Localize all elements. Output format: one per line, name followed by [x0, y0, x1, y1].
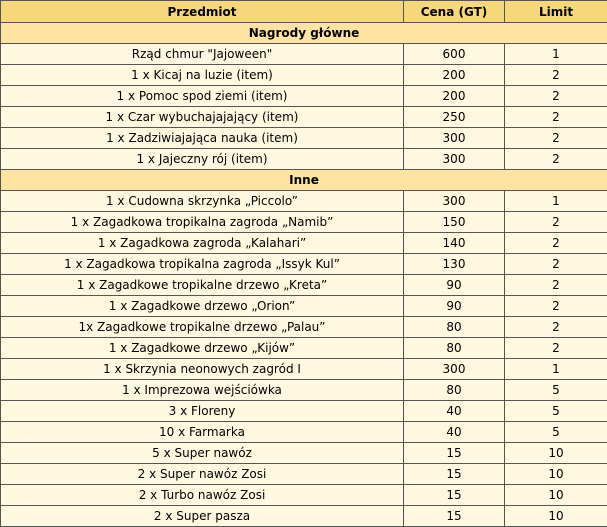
limit-cell: 2: [505, 149, 607, 170]
table-row: [1, 506, 607, 527]
table-row: [1, 317, 607, 338]
limit-cell: 10: [505, 506, 607, 527]
table-row: [1, 107, 607, 128]
price-cell: 140: [404, 233, 505, 254]
price-cell: 15: [404, 506, 505, 527]
item-cell: 1 x Imprezowa wejściówka: [1, 380, 404, 401]
table-body: [1, 23, 607, 527]
item-cell: 2 x Super pasza: [1, 506, 404, 527]
table-row: [1, 65, 607, 86]
header-limit: Limit: [505, 1, 607, 23]
item-cell: 1 x Zagadkowa tropikalna zagroda „Namib”: [1, 212, 404, 233]
limit-cell: 10: [505, 464, 607, 485]
item-cell: 1 x Zagadkowa tropikalna zagroda „Issyk Kul”: [1, 254, 404, 275]
limit-cell: 10: [505, 443, 607, 464]
item-cell: 1 x Zagadkowa zagroda „Kalahari”: [1, 233, 404, 254]
table-row: [1, 443, 607, 464]
table-row: [1, 359, 607, 380]
price-cell: 300: [404, 149, 505, 170]
limit-cell: 2: [505, 275, 607, 296]
item-cell: 1 x Skrzynia neonowych zagród I: [1, 359, 404, 380]
item-cell: 1 x Zadziwiajająca nauka (item): [1, 128, 404, 149]
price-cell: 130: [404, 254, 505, 275]
price-cell: 80: [404, 317, 505, 338]
price-cell: 80: [404, 380, 505, 401]
item-cell: 1 x Zagadkowe drzewo „Orion”: [1, 296, 404, 317]
table-row: [1, 44, 607, 65]
section-row: [1, 170, 607, 191]
price-cell: 15: [404, 485, 505, 506]
item-cell: Rząd chmur "Jajoween": [1, 44, 404, 65]
header-row: [1, 1, 607, 23]
price-cell: 90: [404, 296, 505, 317]
limit-cell: 2: [505, 338, 607, 359]
price-cell: 250: [404, 107, 505, 128]
item-cell: 1 x Pomoc spod ziemi (item): [1, 86, 404, 107]
item-cell: 5 x Super nawóz: [1, 443, 404, 464]
price-cell: 40: [404, 401, 505, 422]
table-row: [1, 212, 607, 233]
item-cell: 2 x Super nawóz Zosi: [1, 464, 404, 485]
limit-cell: 1: [505, 359, 607, 380]
limit-cell: 2: [505, 233, 607, 254]
table-row: [1, 296, 607, 317]
limit-cell: 5: [505, 380, 607, 401]
table-row: [1, 254, 607, 275]
table-row: [1, 86, 607, 107]
table-row: [1, 401, 607, 422]
table-row: [1, 191, 607, 212]
limit-cell: 2: [505, 128, 607, 149]
item-cell: 10 x Farmarka: [1, 422, 404, 443]
section-row: [1, 23, 607, 44]
limit-cell: 2: [505, 317, 607, 338]
price-cell: 200: [404, 86, 505, 107]
header-item: Przedmiot: [1, 1, 404, 23]
table-row: [1, 233, 607, 254]
table-row: [1, 485, 607, 506]
limit-cell: 2: [505, 296, 607, 317]
limit-cell: 10: [505, 485, 607, 506]
limit-cell: 1: [505, 191, 607, 212]
limit-cell: 5: [505, 422, 607, 443]
price-cell: 300: [404, 359, 505, 380]
limit-cell: 2: [505, 212, 607, 233]
item-cell: 1 x Cudowna skrzynka „Piccolo”: [1, 191, 404, 212]
limit-cell: 2: [505, 107, 607, 128]
item-cell: 1 x Zagadkowe tropikalne drzewo „Kreta”: [1, 275, 404, 296]
price-cell: 40: [404, 422, 505, 443]
price-cell: 200: [404, 65, 505, 86]
limit-cell: 2: [505, 86, 607, 107]
limit-cell: 2: [505, 65, 607, 86]
table-row: [1, 338, 607, 359]
price-cell: 300: [404, 191, 505, 212]
section-title: Nagrody główne: [1, 23, 607, 44]
section-title: Inne: [1, 170, 607, 191]
limit-cell: 2: [505, 254, 607, 275]
price-cell: 600: [404, 44, 505, 65]
item-cell: 1 x Kicaj na luzie (item): [1, 65, 404, 86]
table-row: [1, 422, 607, 443]
table-row: [1, 128, 607, 149]
item-cell: 1 x Jajeczny rój (item): [1, 149, 404, 170]
price-cell: 300: [404, 128, 505, 149]
header-price: Cena (GT): [404, 1, 505, 23]
table-row: [1, 149, 607, 170]
item-cell: 1 x Czar wybuchajajający (item): [1, 107, 404, 128]
limit-cell: 1: [505, 44, 607, 65]
price-cell: 15: [404, 443, 505, 464]
item-cell: 2 x Turbo nawóz Zosi: [1, 485, 404, 506]
price-cell: 80: [404, 338, 505, 359]
price-cell: 15: [404, 464, 505, 485]
price-cell: 90: [404, 275, 505, 296]
limit-cell: 5: [505, 401, 607, 422]
price-cell: 150: [404, 212, 505, 233]
table-row: [1, 464, 607, 485]
item-cell: 1 x Zagadkowe drzewo „Kijów”: [1, 338, 404, 359]
item-cell: 1x Zagadkowe tropikalne drzewo „Palau”: [1, 317, 404, 338]
item-cell: 3 x Floreny: [1, 401, 404, 422]
table-row: [1, 380, 607, 401]
table-row: [1, 275, 607, 296]
